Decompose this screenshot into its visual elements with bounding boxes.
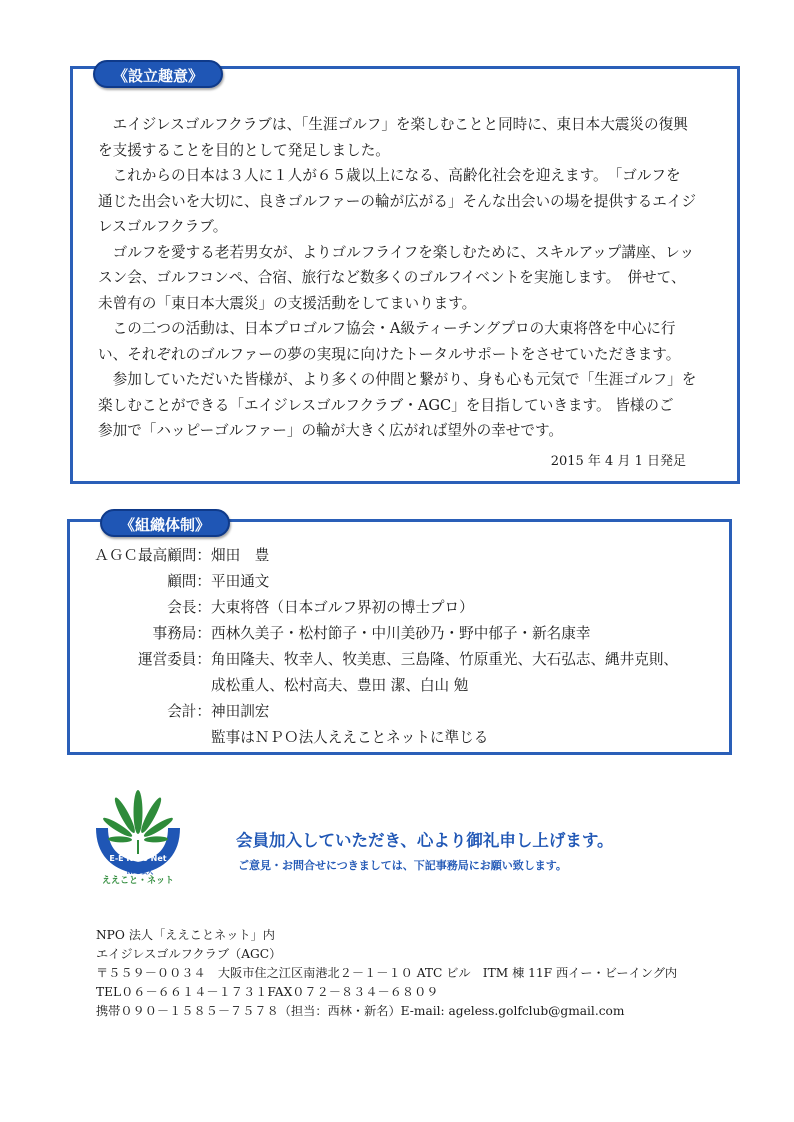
purpose-line: この二つの活動は、日本プロゴルフ協会・A級ティーチングプロの大東将啓を中心に行 xyxy=(112,320,676,337)
footer-line: TEL０６－６６１４－１７３１FAX０７２－８３４－６８０９ xyxy=(96,985,439,999)
purpose-line: スン会、ゴルフコンペ、合宿、旅行など数多くのゴルフイベントを実施します。 併せて、 xyxy=(98,269,686,286)
organization-role xyxy=(88,725,211,751)
organization-members: 大東将啓（日本ゴルフ界初の博士プロ） xyxy=(211,599,474,616)
logo-npo-text: NPO法人 xyxy=(126,869,154,876)
organization-row xyxy=(88,647,728,673)
organization-row xyxy=(88,725,728,751)
organization-row xyxy=(88,595,728,621)
logo-arc-text: E-E KoTo Net xyxy=(109,854,167,863)
purpose-line: 参加していただいた皆様が、より多くの仲間と繋がり、身も心も元気で「生涯ゴルフ」を xyxy=(112,371,697,388)
purpose-line: レスゴルフクラブ。 xyxy=(98,218,228,235)
organization-list xyxy=(88,543,728,751)
purpose-text xyxy=(98,112,723,444)
footer-line: NPO 法人「ええことネット」内 xyxy=(96,928,275,942)
purpose-line: これからの日本は３人に１人が６５歳以上になる、高齢化社会を迎えます。 「ゴルフを xyxy=(112,167,681,184)
purpose-line: い、それぞれのゴルファーの夢の実現に向けたトータルサポートをさせていただきます。 xyxy=(98,345,681,363)
organization-role: 事務局： xyxy=(152,625,211,642)
organization-members: 成松重人、松村高夫、豊田 潔、白山 勉 xyxy=(211,677,469,694)
organization-row xyxy=(88,543,728,569)
purpose-line: 通じた出会いを大切に、良きゴルファーの輪が広がる」そんな出会いの場を提供するエイジ xyxy=(98,192,697,210)
organization-role: 顧問： xyxy=(167,573,211,590)
purpose-section-title: 《設立趣意》 xyxy=(93,60,223,88)
organization-members: 神田訓宏 xyxy=(211,703,270,720)
organization-members: 西林久美子・松村節子・中川美砂乃・野中郁子・新名康幸 xyxy=(211,625,591,642)
purpose-line: ゴルフを愛する老若男女が、よりゴルフライフを楽しむために、スキルアップ講座、レッ xyxy=(112,243,695,261)
organization-role xyxy=(88,673,211,699)
organization-role: 会長： xyxy=(167,599,211,616)
organization-row xyxy=(88,673,728,699)
purpose-line: エイジレスゴルフクラブは、「生涯ゴルフ」を楽しむことと同時に、東日本大震災の復興 xyxy=(112,116,688,133)
ee-koto-net-logo xyxy=(88,790,188,885)
logo-name-text: ええこと・ネット xyxy=(101,876,175,885)
purpose-line: 楽しむことができる「エイジレスゴルフクラブ・AGC」を目指していきます。 皆様のご xyxy=(98,396,674,414)
organization-members: 監事はＮＰＯ法人ええことネットに準じる xyxy=(211,729,489,746)
purpose-line: 未曾有の「東日本大震災」の支援活動をしてまいります。 xyxy=(98,294,477,312)
purpose-line: を支援することを目的として発足しました。 xyxy=(98,141,390,159)
footer-line: 〒５５９－００３４ 大阪市住之江区南港北２－１－１０ ATC ビル ITM 棟 11F 西イー・ビーイング内 xyxy=(96,966,678,980)
founding-date: 2015 年 4 月 1 日発足 xyxy=(550,454,686,469)
contact-footer xyxy=(96,926,677,1021)
organization-section-title: 《組織体制》 xyxy=(100,509,230,537)
footer-line: エイジレスゴルフクラブ（AGC） xyxy=(96,947,282,961)
organization-role: ＡＧＣ最高顧問： xyxy=(94,547,211,564)
organization-row xyxy=(88,569,728,595)
organization-members: 平田通文 xyxy=(211,573,270,590)
organization-row xyxy=(88,621,728,647)
organization-members: 角田隆夫、牧幸人、牧美恵、三島隆、竹原重光、大石弘志、縄井克則、 xyxy=(211,651,679,668)
organization-row xyxy=(88,699,728,725)
footer-line: 携帯０９０－１５８５－７５７８（担当：西林・新名）E-mail: ageless.golfclub@gmail.com xyxy=(96,1004,625,1018)
purpose-line: 参加で「ハッピーゴルファー」の輪が大きく広がれば望外の幸せです。 xyxy=(98,422,563,439)
contact-note: ご意見・お問合せにつきましては、下記事務局にお願い致します。 xyxy=(238,859,567,872)
organization-role: 運営委員： xyxy=(138,651,211,668)
thanks-message: 会員加入していただき、心より御礼申し上げます。 xyxy=(236,831,614,850)
cannabis-leaf-icon xyxy=(88,790,188,885)
organization-role: 会計： xyxy=(167,703,211,720)
organization-members: 畑田 豊 xyxy=(211,547,270,564)
